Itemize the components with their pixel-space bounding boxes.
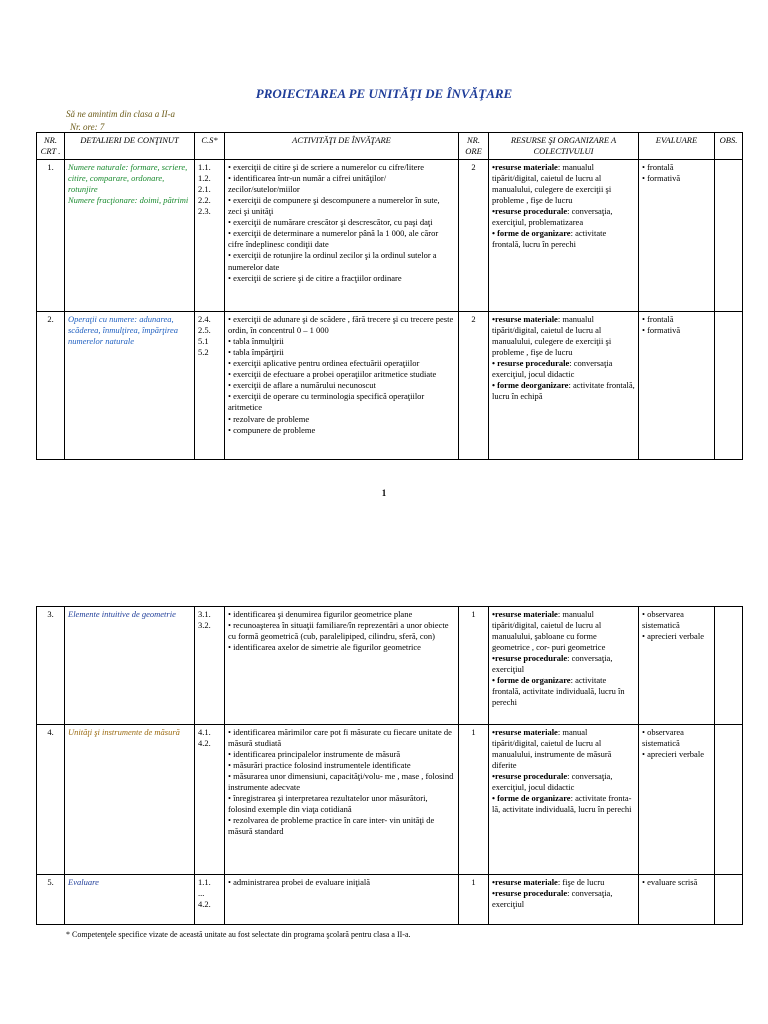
competence-code: ...: [198, 888, 205, 899]
evaluation-item: • aprecieri verbale: [642, 749, 704, 760]
resources-cell: [489, 312, 639, 460]
table-row: [37, 875, 743, 925]
content-cell: [65, 875, 195, 925]
resource-label: • resurse procedurale: [492, 358, 570, 369]
obs-cell: [715, 725, 743, 875]
competence-cell: [195, 875, 225, 925]
resource-value: : manualul tipărit/digital, caietul de lucru al manualului, culegere de exerciţii şi probleme , fişe de lucru: [492, 162, 612, 206]
resources-cell: [489, 725, 639, 875]
header-ore: NR. ORE: [459, 133, 489, 160]
activity-item: • exerciţii de determinare a numerelor până la 1 000, ale căror cifre îndeplinesc condiţii date: [228, 228, 439, 250]
activity-item: • rezolvare de probleme: [228, 413, 310, 424]
page-number: 1: [381, 488, 387, 498]
competence-code: 5.2: [198, 347, 209, 358]
activity-item: • exerciţii de scriere şi de citire a fracţiilor ordinare: [228, 272, 402, 283]
content-line: Operaţii cu numere: adunarea, scăderea, înmulţirea, împărţirea numerelor naturale: [68, 314, 179, 347]
competence-code: 4.1.: [198, 727, 211, 737]
activity-item: • identificarea într-un număr a cifrei unităţilor/ zecilor/sutelor/miilor: [228, 173, 387, 195]
table-row: [37, 607, 743, 725]
resource-entry: [492, 888, 635, 910]
hours-value: 1: [471, 609, 476, 619]
row-number: 4.: [47, 727, 54, 737]
activity-item: • măsurarea unor dimensiuni, capacităţi/volu- me , mase , folosind instrumente adecvate: [228, 771, 454, 793]
hours-value: 2: [471, 162, 476, 173]
activity-item: • compunere de probleme: [228, 424, 316, 435]
evaluation-item: • formativă: [642, 173, 681, 184]
obs-cell: [715, 160, 743, 312]
content-line: Evaluare: [68, 877, 99, 887]
resource-entry: [492, 380, 635, 402]
header-detalieri: DETALIERI DE CONŢINUT: [65, 133, 195, 160]
evaluation-item: • evaluare scrisă: [642, 877, 698, 887]
activity-item: • identificarea axelor de simetrie ale figurilor geometrice: [228, 642, 421, 653]
resource-label: •resurse procedurale: [492, 771, 568, 782]
row-number-cell: [37, 607, 65, 725]
content-line: Numere naturale: formare, scriere, citire, comparare, ordonare, rotunjire: [68, 162, 188, 195]
hours-value: 2: [471, 314, 476, 325]
header-evaluare: EVALUARE: [639, 133, 715, 160]
resource-value: : activitate fronta- lă, activitate individuală, lucru în perechi: [492, 793, 632, 815]
evaluation-item: • frontală: [642, 314, 674, 325]
resource-value: : manualul tipărit/digital, caietul de lucru al manualului, şabloane cu forme geometrice , cor- puri geometrice: [492, 609, 606, 653]
table-row: [37, 160, 743, 312]
resource-label: •resurse procedurale: [492, 653, 568, 664]
header-activitati: ACTIVITĂŢI DE ÎNVĂŢARE: [225, 133, 459, 160]
hours-cell: [459, 607, 489, 725]
hours-value: 1: [471, 727, 476, 737]
resource-value: : activitate frontală, lucru în perechi: [492, 228, 607, 250]
activity-item: • exerciţii de efectuare a probei operaţiilor aritmetice studiate: [228, 369, 437, 380]
evaluation-item: • observarea sistematică: [642, 609, 684, 631]
content-cell: [65, 160, 195, 312]
content-line: Elemente intuitive de geometrie: [68, 609, 176, 619]
competence-code: 1.1.: [198, 877, 211, 887]
hours-count: Nr. ore: 7: [70, 122, 105, 132]
obs-cell: [715, 312, 743, 460]
competence-cell: [195, 312, 225, 460]
resource-entry: [492, 653, 635, 675]
resource-label: •resurse materiale: [492, 727, 558, 737]
header-resurse: RESURSE ŞI ORGANIZARE A COLECTIVULUI: [489, 133, 639, 160]
competence-code: 1.1.: [198, 162, 211, 173]
competence-code: 3.1.: [198, 609, 211, 619]
content-cell: [65, 725, 195, 875]
row-number-cell: [37, 725, 65, 875]
resource-value: : fişe de lucru: [557, 877, 605, 887]
competence-code: 2.5.: [198, 325, 211, 336]
activity-item: • administrarea probei de evaluare iniţială: [228, 877, 370, 887]
header-nr: NR. CRT .: [37, 133, 65, 160]
resource-label: •resurse procedurale: [492, 206, 568, 217]
content-cell: [65, 312, 195, 460]
resources-cell: [489, 875, 639, 925]
resource-entry: [492, 609, 635, 653]
competence-code: 1.2.: [198, 173, 211, 184]
activity-item: • tabla înmulţirii: [228, 336, 284, 347]
resource-entry: [492, 162, 635, 206]
evaluation-cell: [639, 725, 715, 875]
activities-cell: [225, 312, 459, 460]
content-line: Unităţi şi instrumente de măsură: [68, 727, 180, 737]
evaluation-item: • formativă: [642, 325, 681, 336]
activity-item: • exerciţii de citire şi de scriere a numerelor cu cifre/litere: [228, 162, 425, 173]
activity-item: • exerciţii de rotunjire la ordinul zecilor şi la ordinul sutelor a numerelor date: [228, 250, 437, 272]
resource-value: : conversaţia, exerciţiul, problematizarea: [492, 206, 613, 228]
competence-code: 2.2.: [198, 195, 211, 206]
resource-entry: [492, 675, 635, 708]
activity-item: • identificarea principalelor instrumente de măsură: [228, 749, 401, 760]
activity-item: • identificarea mărimilor care pot fi măsurate cu fiecare unitate de măsură studiată: [228, 727, 452, 749]
competence-code: 4.2.: [198, 899, 211, 910]
resource-value: : activitate frontală, lucru în echipă: [492, 380, 635, 402]
evaluation-item: • observarea sistematică: [642, 727, 684, 749]
resource-label: •resurse materiale: [492, 162, 558, 173]
hours-cell: [459, 312, 489, 460]
activity-item: • exerciţii de adunare şi de scădere , fără trecere şi cu trecere peste ordin, în concentrul 0 – 1 000: [228, 314, 454, 336]
activity-item: • exerciţii de operare cu terminologia specifică operaţiilor aritmetice: [228, 391, 425, 413]
activities-cell: [225, 160, 459, 312]
resource-entry: [492, 358, 635, 380]
activities-cell: [225, 875, 459, 925]
hours-cell: [459, 725, 489, 875]
table-header-row: [37, 133, 743, 160]
resource-label: •resurse materiale: [492, 609, 558, 619]
evaluation-cell: [639, 312, 715, 460]
row-number: 1.: [47, 162, 54, 173]
header-obs: OBS.: [715, 133, 743, 160]
obs-cell: [715, 607, 743, 725]
evaluation-cell: [639, 875, 715, 925]
activity-item: • identificarea şi denumirea figurilor geometrice plane: [228, 609, 413, 619]
row-number: 2.: [47, 314, 54, 325]
activity-item: • exerciţii de compunere şi descompunere a numerelor în sute, zeci şi unităţi: [228, 195, 440, 217]
resource-entry: [492, 793, 635, 815]
footnote: * Competenţele specifice vizate de această unitate au fost selectate din programa şcolară pentru clasa a II-a.: [66, 930, 411, 939]
row-number-cell: [37, 160, 65, 312]
resource-value: : activitate frontală, activitate individuală, lucru în perechi: [492, 675, 625, 708]
resource-entry: [492, 727, 635, 771]
resource-value: : manualul tipărit/digital, caietul de lucru al manualului, culegere de exerciţii şi probleme , fişe de lucru: [492, 314, 612, 358]
competence-cell: [195, 160, 225, 312]
header-cs: C.S*: [195, 133, 225, 160]
resource-value: : conversaţia exerciţiul, jocul didactic: [492, 358, 613, 380]
resources-cell: [489, 160, 639, 312]
row-number-cell: [37, 875, 65, 925]
table-row: [37, 725, 743, 875]
activity-item: • recunoaşterea în situaţii familiare/în reprezentări a unor obiecte cu formă geometrică (cub, paralelipiped, cilindru, sferă, con): [228, 620, 449, 642]
row-number-cell: [37, 312, 65, 460]
content-cell: [65, 607, 195, 725]
resource-label: •resurse materiale: [492, 314, 558, 325]
activity-item: • tabla împărţirii: [228, 347, 284, 358]
resource-entry: [492, 228, 635, 250]
resource-entry: [492, 206, 635, 228]
hours-cell: [459, 875, 489, 925]
resource-value: : conversaţia, exerciţiul, jocul didactic: [492, 771, 613, 793]
resource-value: : conversaţia, exerciţiul: [492, 888, 613, 910]
unit-subtitle: Să ne amintim din clasa a II-a: [66, 109, 175, 119]
activity-item: • înregistrarea şi interpretarea rezultatelor unor măsurători, folosind exemple din viaţa cotidiană: [228, 793, 428, 815]
page-title: PROIECTAREA PE UNITĂŢI DE ÎNVĂŢARE: [255, 86, 513, 101]
row-number: 5.: [47, 877, 54, 887]
competence-code: 3.2.: [198, 620, 211, 631]
competence-code: 2.1.: [198, 184, 211, 195]
resource-value: : conversaţia, exerciţiul: [492, 653, 613, 675]
resource-value: : manual tipărit/digital, caietul de lucru al manualului, instrumente de măsură diferite: [492, 727, 612, 771]
competence-code: 2.4.: [198, 314, 211, 325]
competence-cell: [195, 725, 225, 875]
content-line: Numere fracţionare: doimi, pătrimi: [68, 195, 189, 206]
activities-cell: [225, 607, 459, 725]
evaluation-item: • frontală: [642, 162, 674, 173]
competence-code: 2.3.: [198, 206, 211, 217]
activity-item: • exerciţii aplicative pentru ordinea efectuării operaţiilor: [228, 358, 420, 369]
competence-code: 4.2.: [198, 738, 211, 749]
table-row: [37, 312, 743, 460]
activities-cell: [225, 725, 459, 875]
resources-cell: [489, 607, 639, 725]
resource-entry: [492, 771, 635, 793]
evaluation-cell: [639, 160, 715, 312]
planning-table-page2: [36, 606, 743, 925]
obs-cell: [715, 875, 743, 925]
resource-label: • forme deorganizare: [492, 380, 569, 391]
hours-cell: [459, 160, 489, 312]
resource-label: • forme de organizare: [492, 793, 571, 804]
resource-label: •resurse materiale: [492, 877, 558, 887]
planning-table-page1: [36, 132, 743, 460]
resource-entry: [492, 314, 635, 358]
activity-item: • exerciţii de numărare crescător şi descrescător, cu paşi daţi: [228, 217, 433, 228]
row-number: 3.: [47, 609, 54, 619]
resource-label: •resurse procedurale: [492, 888, 568, 899]
resource-label: • forme de organizare: [492, 675, 571, 686]
resource-entry: [492, 877, 635, 888]
hours-value: 1: [471, 877, 476, 887]
activity-item: • exerciţii de aflare a numărului necunoscut: [228, 380, 376, 391]
activity-item: • măsurări practice folosind instrumentele identificate: [228, 760, 411, 771]
evaluation-cell: [639, 607, 715, 725]
competence-code: 5.1: [198, 336, 209, 347]
evaluation-item: • aprecieri verbale: [642, 631, 704, 642]
activity-item: • rezolvarea de probleme practice în care inter- vin unităţi de măsură standard: [228, 815, 435, 837]
competence-cell: [195, 607, 225, 725]
resource-label: • forme de organizare: [492, 228, 571, 239]
